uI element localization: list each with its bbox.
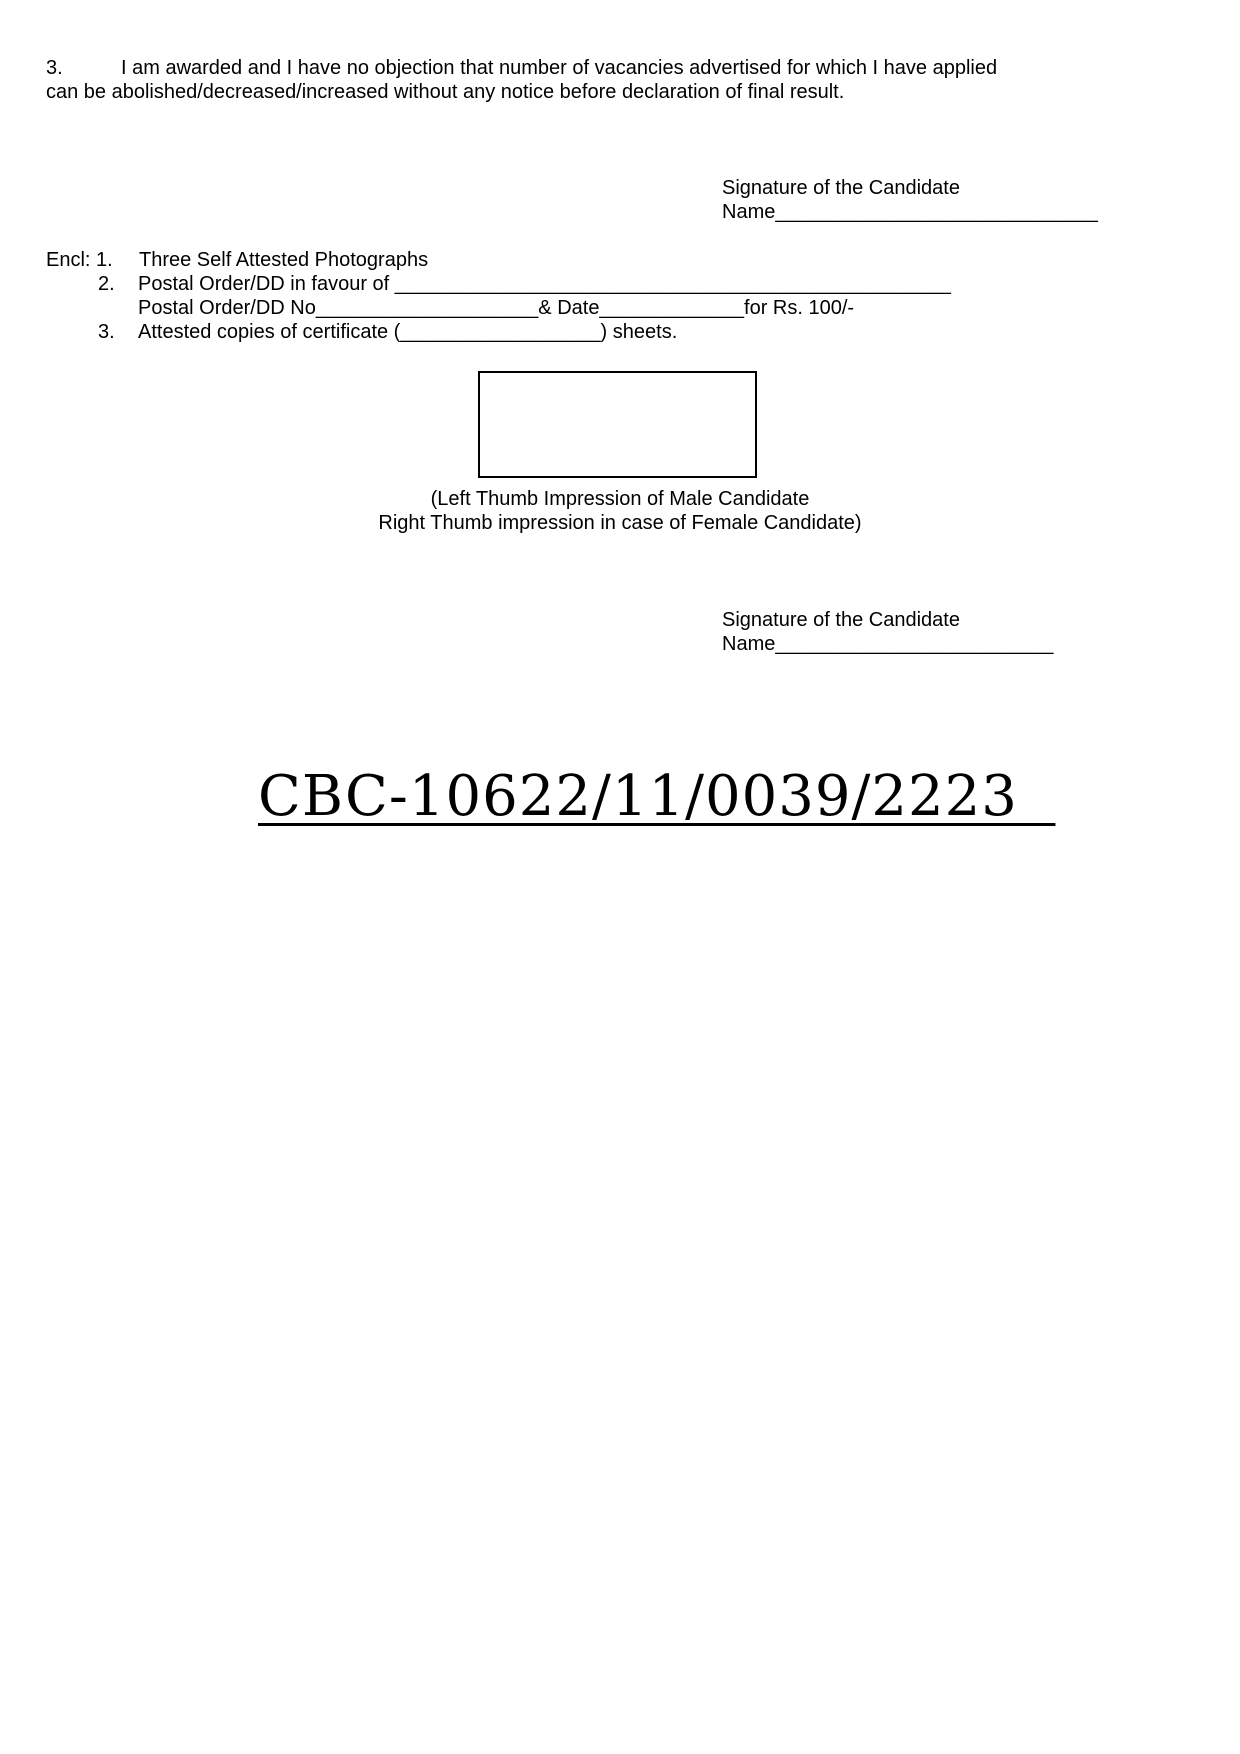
thumb-caption-line1: (Left Thumb Impression of Male Candidate — [430, 488, 810, 510]
declaration-text-line2: can be abolished/decreased/increased without any notice before declaration of final result. — [46, 81, 845, 103]
declaration-number: 3. — [46, 57, 63, 79]
enclosure-item-photographs: Three Self Attested Photographs — [139, 249, 429, 271]
thumb-impression-box — [478, 371, 757, 478]
reference-number: CBC-10622/11/0039/2223 — [258, 764, 1056, 829]
thumb-caption-line2: Right Thumb impression in case of Female Candidate) — [378, 512, 862, 534]
enclosures-prefix: Encl: 1. — [46, 249, 113, 271]
enclosure-item-3-number: 3. — [98, 321, 115, 343]
enclosure-item-postal-order: Postal Order/DD in favour of __________________________________________________ — [138, 273, 951, 295]
candidate-name-field: Name_________________________ — [722, 633, 1054, 655]
candidate-name-field: Name_____________________________ — [722, 201, 1098, 223]
declaration-text-line1: I am awarded and I have no objection that number of vacancies advertised for which I have applied — [121, 57, 998, 79]
signature-label: Signature of the Candidate — [722, 177, 960, 199]
enclosure-item-2-number: 2. — [98, 273, 115, 295]
signature-label: Signature of the Candidate — [722, 609, 960, 631]
enclosure-item-certificates: Attested copies of certificate (__________________) sheets. — [138, 321, 678, 343]
enclosure-item-postal-order-details: Postal Order/DD No____________________& Date_____________for Rs. 100/- — [138, 297, 855, 319]
